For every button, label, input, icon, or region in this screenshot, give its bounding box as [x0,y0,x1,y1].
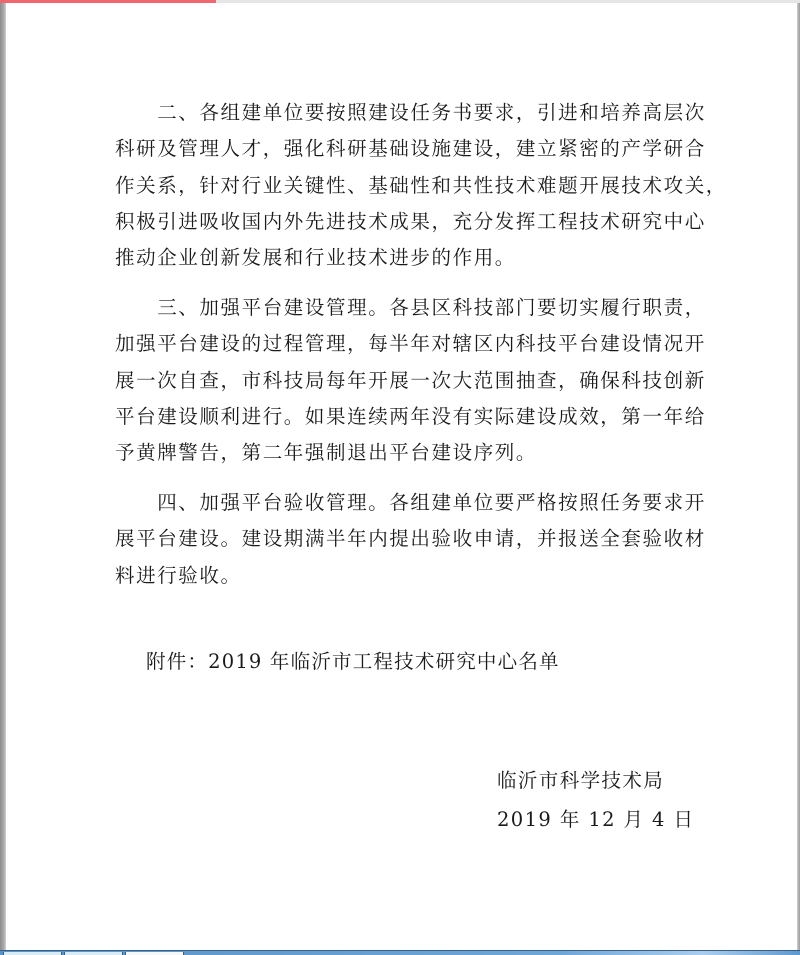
text-line: 平台建设顺利进行。如果连续两年没有实际建设成效，第一年给 [115,404,706,428]
text-line: 科研及管理人才，强化科研基础设施建设，建立紧密的产学研合 [115,137,706,161]
text-line: 二、各组建单位要按照建设任务书要求，引进和培养高层次 [115,101,706,124]
taskbar [0,950,800,955]
issue-date: 2019 年 12 月 4 日 [497,808,695,831]
signature-block [497,761,694,839]
text-line: 料进行验收。 [115,563,242,587]
document-page [6,3,797,952]
text-line: 三、加强平台建设管理。各县区科技部门要切实履行职责， [115,296,706,319]
text-line: 加强平台建设的过程管理，每半年对辖区内科技平台建设情况开 [115,332,706,356]
text-line: 推动企业创新发展和行业技术进步的作用。 [115,246,516,270]
paragraph-section-3 [115,290,715,471]
attachment-line: 附件：2019 年临沂市工程技术研究中心名单 [146,650,560,673]
issuer-name: 临沂市科学技术局 [497,769,665,792]
text-line: 作关系，针对行业关键性、基础性和共性技术难题开展技术攻关， [115,173,727,197]
text-line: 四、加强平台验收管理。各组建单位要严格按照任务要求开 [115,491,706,514]
paragraph-section-2 [115,95,727,276]
text-line: 展一次自查，市科技局每年开展一次大范围抽查，确保科技创新 [115,368,706,392]
text-line: 予黄牌警告，第二年强制退出平台建设序列。 [115,441,538,465]
text-line: 积极引进吸收国内外先进技术成果，充分发挥工程技术研究中心 [115,209,706,233]
text-line: 展平台建设。建设期满半年内提出验收申请，并报送全套验收材 [115,527,706,551]
paragraph-section-4 [115,485,715,594]
